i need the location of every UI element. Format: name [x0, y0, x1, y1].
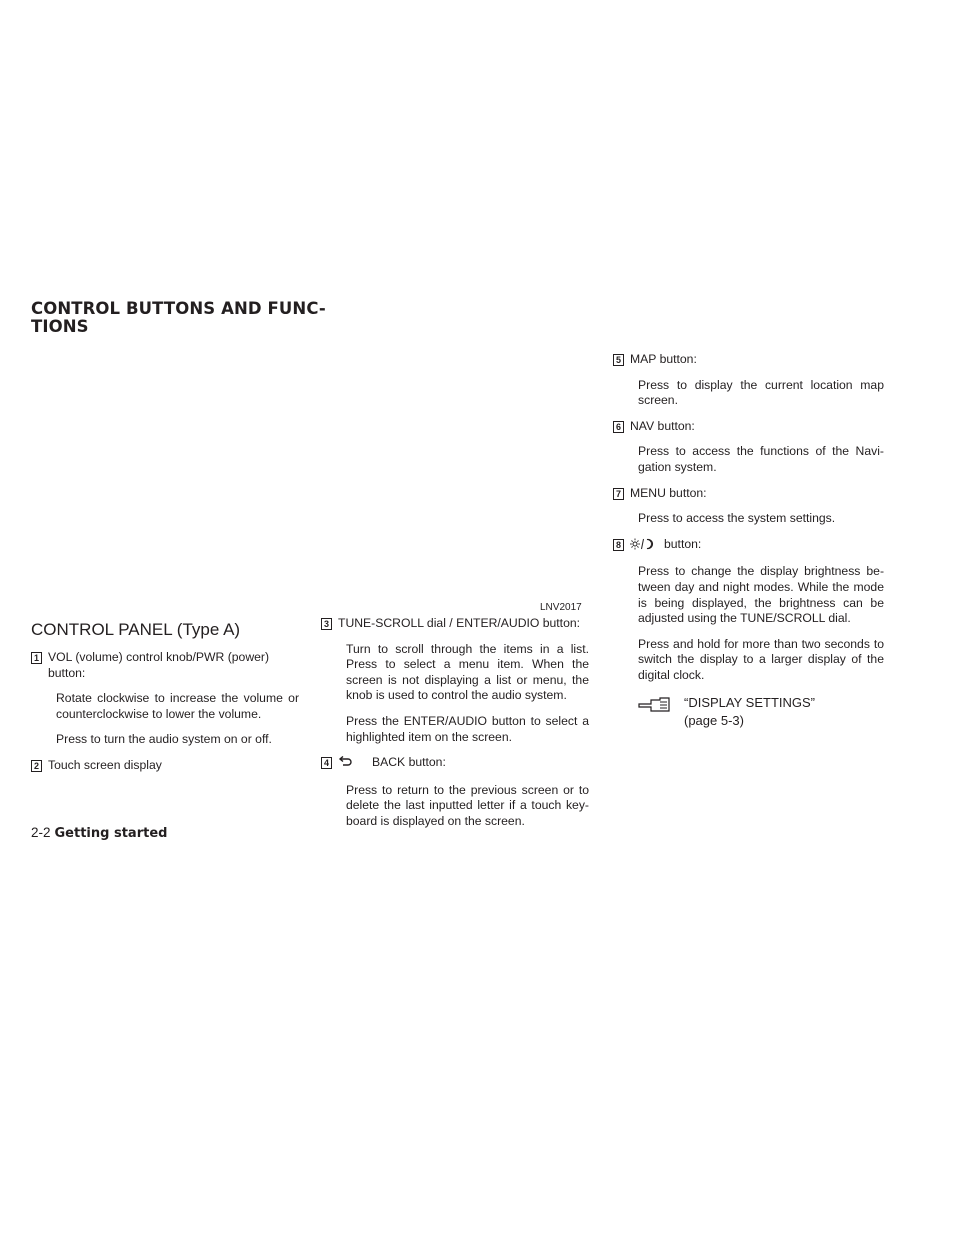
- reference-title: “DISPLAY SETTINGS”: [684, 694, 815, 710]
- item-description: Press to display the current location map screen.: [638, 377, 884, 408]
- column-3: [613, 352, 884, 730]
- item-7: [613, 486, 884, 502]
- item-description: Rotate clockwise to increase the volume or counterclockwise to lower the volume.: [56, 691, 299, 721]
- panel-heading: CONTROL PANEL (Type A): [31, 620, 241, 639]
- figure-code: LNV2017: [540, 602, 582, 613]
- reference-pointer-icon: [638, 694, 684, 730]
- item-number: 3: [321, 618, 332, 630]
- item-description: Press and hold for more than two seconds to switch the display to a larger display of the digital clock.: [638, 636, 884, 682]
- item-label: TUNE-SCROLL dial / ENTER/AUDIO button:: [338, 616, 581, 630]
- item-label: MAP button:: [630, 352, 697, 366]
- reference-link[interactable]: [638, 694, 884, 730]
- item-description: Press to turn the audio system on or off.: [56, 732, 272, 747]
- item-number: 7: [613, 488, 624, 500]
- reference-page: (page 5-3): [684, 712, 744, 728]
- back-arrow-icon: [338, 756, 372, 773]
- item-2: [31, 758, 299, 774]
- item-1: [31, 650, 299, 681]
- item-number: 4: [321, 757, 332, 769]
- section-title: CONTROL BUTTONS AND FUNC- TIONS: [31, 299, 326, 336]
- item-label: VOL (volume) control knob/PWR (power) button:: [48, 650, 270, 680]
- item-description: Press to return to the previous screen or to delete the last inputted letter if a touch key-board is displayed on the screen.: [346, 782, 589, 828]
- column-1: [31, 620, 299, 784]
- item-4: [321, 755, 589, 773]
- item-6: [613, 419, 884, 435]
- item-description: Press to access the functions of the Navi-gation system.: [638, 444, 884, 474]
- item-description: Press to change the display brightness be-tween day and night modes. While the mode is being displayed, the brightness can be adjusted using the TUNE/SCROLL dial.: [638, 564, 884, 626]
- column-2: [321, 616, 589, 840]
- item-number: 5: [613, 354, 624, 366]
- item-number: 2: [31, 760, 42, 772]
- page-footer: [31, 825, 167, 841]
- day-night-icon: [630, 538, 664, 555]
- item-5: [613, 352, 884, 368]
- chapter-title: Getting started: [54, 826, 168, 841]
- item-number: 6: [613, 421, 624, 433]
- item-number: 1: [31, 652, 42, 664]
- item-8: [613, 537, 884, 555]
- page-number: 2-2: [31, 825, 51, 840]
- item-label: button:: [664, 536, 702, 551]
- item-description: Press to access the system settings.: [638, 511, 836, 526]
- item-label: NAV button:: [630, 418, 695, 433]
- item-description: Press the ENTER/AUDIO button to select a highlighted item on the screen.: [346, 713, 589, 744]
- item-label: BACK button:: [372, 755, 446, 770]
- item-label: Touch screen display: [48, 757, 162, 772]
- item-3: [321, 616, 589, 632]
- item-number: 8: [613, 539, 624, 551]
- item-description: Turn to scroll through the items in a list. Press to select a menu item. When the screen is not displaying a list or menu, the knob is used to control the audio system.: [346, 641, 589, 703]
- item-label: MENU button:: [630, 485, 707, 500]
